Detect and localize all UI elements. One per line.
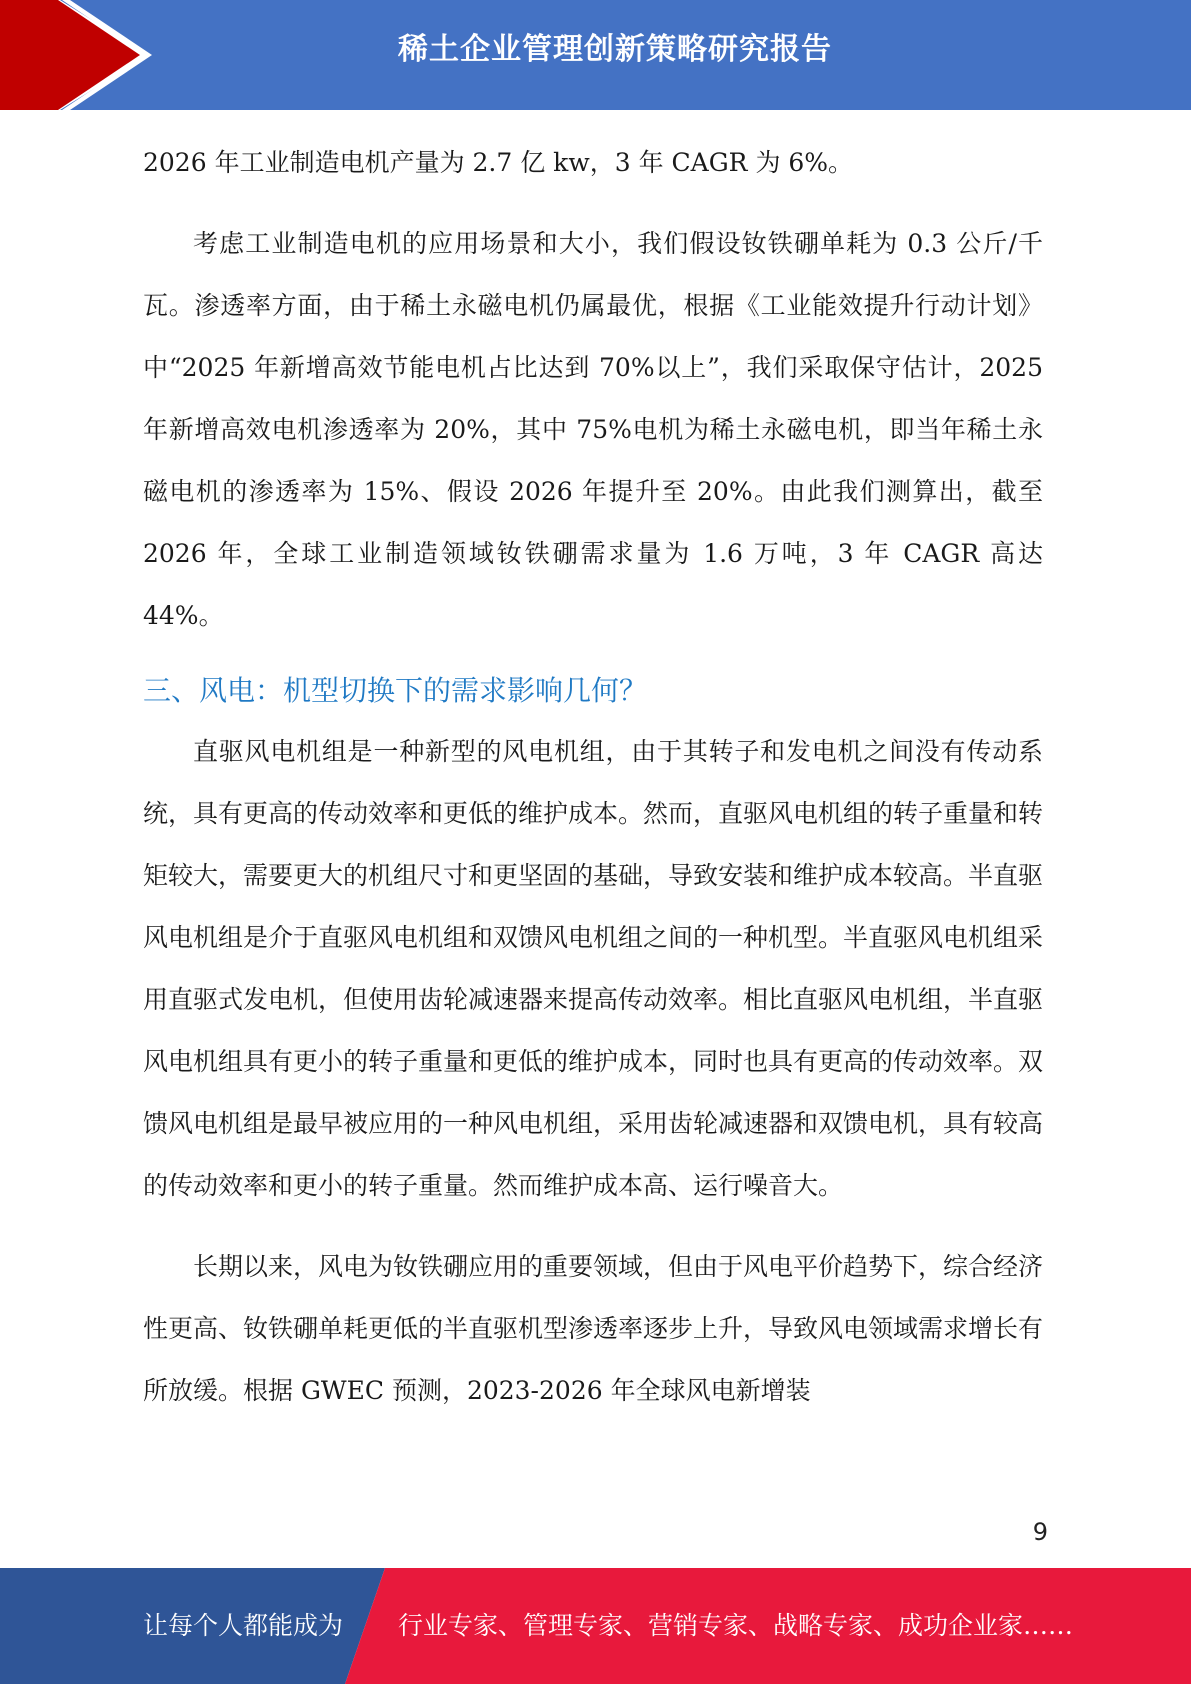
paragraph-wind-demand: 长期以来，风电为钕铁硼应用的重要领域，但由于风电平价趋势下，综合经济性更高、钕铁硼单耗更低的半直驱机型渗透率逐步上升，导致风电领域需求增长有所放缓。根据 GWEC 预测，2023-2026 年全球风电新增装: [143, 1252, 1044, 1405]
paragraph-industrial-demand: 考虑工业制造电机的应用场景和大小，我们假设钕铁硼单耗为 0.3 公斤/千瓦。渗透率方面，由于稀土永磁电机仍属最优，根据《工业能效提升行动计划》中“2025 年新增高效节能电机占比达到 70%以上”，我们采取保守估计，2025 年新增高效电机渗透率为 20%，其中 75%电机为稀土永磁电机，即当年稀土永磁电机的渗透率为 15%、假设 2026 年提升至 20%。由此我们测算出，截至 2026 年，全球工业制造领域钕铁硼需求量为 1.6 万吨，3 年 CAGR 高达 44%。: [143, 229, 1043, 630]
paragraph-motor-output: 2026 年工业制造电机产量为 2.7 亿 kw，3 年 CAGR 为 6%。: [143, 148, 854, 177]
footer-slogan-right: 行业专家、管理专家、营销专家、战略专家、成功企业家……: [398, 1611, 1074, 1640]
footer-slogan-left: 让每个人都能成为: [143, 1611, 344, 1640]
report-title: 稀土企业管理创新策略研究报告: [398, 32, 832, 67]
page-footer: [0, 1568, 1191, 1684]
page-number: 9: [1032, 1518, 1048, 1546]
section-heading-wind-power: 三、风电：机型切换下的需求影响几何？: [143, 674, 648, 707]
paragraph-turbine-types: 直驱风电机组是一种新型的风电机组，由于其转子和发电机之间没有传动系统，具有更高的传动效率和更低的维护成本。然而，直驱风电机组的转子重量和转矩较大，需要更大的机组尺寸和更坚固的基础，导致安装和维护成本较高。半直驱风电机组是介于直驱风电机组和双馈风电机组之间的一种机型。半直驱风电机组采用直驱式发电机，但使用齿轮减速器来提高传动效率。相比直驱风电机组，半直驱风电机组具有更小的转子重量和更低的维护成本，同时也具有更高的传动效率。双馈风电机组是最早被应用的一种风电机组，采用齿轮减速器和双馈电机，具有较高的传动效率和更小的转子重量。然而维护成本高、运行噪音大。: [143, 737, 1044, 1200]
page-header: [0, 0, 1191, 110]
document-body: [143, 132, 1043, 1422]
